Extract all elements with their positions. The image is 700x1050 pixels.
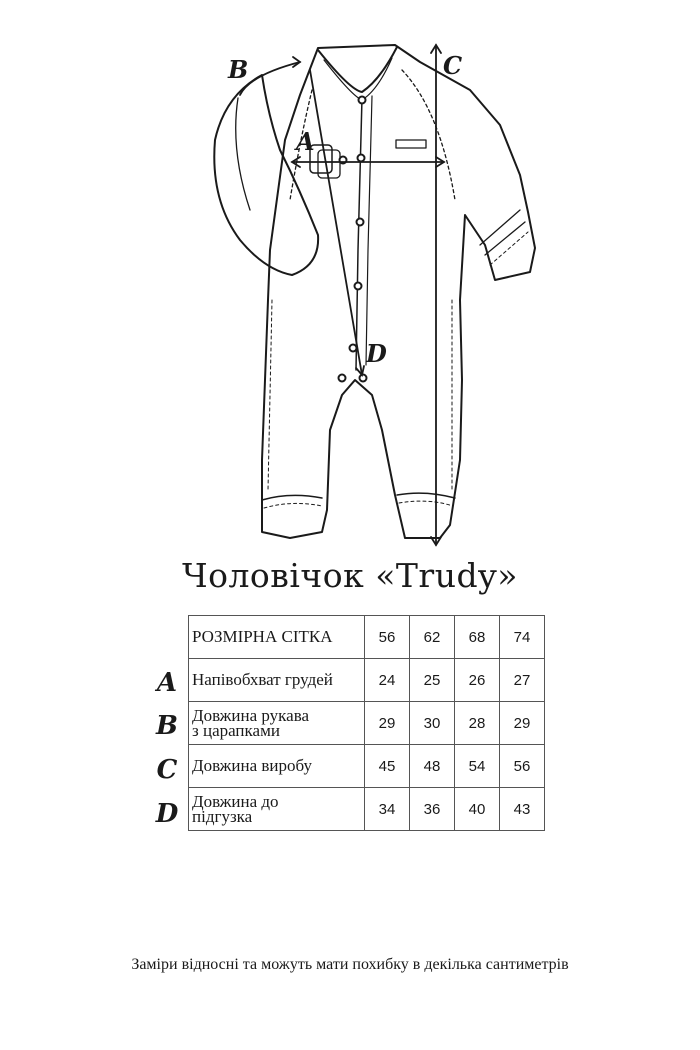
snap-button: [355, 283, 362, 290]
table-cell: 34: [365, 788, 410, 831]
footnote: Заміри відносні та можуть мати похибку в декілька сантиметрів: [131, 956, 569, 973]
snap-button: [360, 375, 367, 382]
table-cell: 29: [500, 702, 545, 745]
size-header-cell: 62: [410, 616, 455, 659]
row-letter-c: C: [156, 755, 178, 785]
table-cell: 45: [365, 745, 410, 788]
folded-sleeve: [214, 75, 318, 275]
table-cell: 43: [500, 788, 545, 831]
row-letter-a: A: [156, 668, 178, 698]
table-cell: 54: [455, 745, 500, 788]
size-chart-header: РОЗМІРНА СІТКА: [189, 616, 365, 659]
table-row: [189, 745, 545, 788]
measure-arrow-d: [310, 70, 362, 375]
row-label-line: Довжина до: [192, 792, 279, 811]
table-cell: 36: [410, 788, 455, 831]
table-cell: 48: [410, 745, 455, 788]
table-cell: 28: [455, 702, 500, 745]
marker-b: B: [228, 55, 249, 84]
marker-a: A: [296, 127, 315, 156]
row-label-line: Довжина рукава: [192, 706, 310, 725]
size-header-cell: 74: [500, 616, 545, 659]
row-label-line: Довжина виробу: [192, 756, 312, 775]
marker-d: D: [366, 339, 387, 368]
snap-button: [339, 375, 346, 382]
table-cell: 40: [455, 788, 500, 831]
table-cell: 27: [500, 659, 545, 702]
table-row: [189, 659, 545, 702]
table-cell: 56: [500, 745, 545, 788]
row-label-line: з царапками: [192, 721, 280, 740]
table-cell: 25: [410, 659, 455, 702]
size-header-cell: 56: [365, 616, 410, 659]
measure-arrow-b: [240, 62, 300, 95]
snap-button: [357, 219, 364, 226]
row-label: [189, 788, 365, 831]
size-header-cell: 68: [455, 616, 500, 659]
row-letter-b: B: [156, 711, 178, 741]
product-title: Чоловічок «Trudy»: [182, 556, 518, 595]
table-row: [189, 702, 545, 745]
table-header-row: [189, 616, 545, 659]
snap-button: [350, 345, 357, 352]
row-letter-d: D: [155, 799, 179, 829]
collar: [318, 47, 397, 92]
table-cell: 26: [455, 659, 500, 702]
row-label: [189, 659, 365, 702]
table-cell: 30: [410, 702, 455, 745]
row-label: [189, 745, 365, 788]
table-cell: 24: [365, 659, 410, 702]
table-row: [189, 788, 545, 831]
snap-button: [359, 97, 366, 104]
row-label-line: підгузка: [192, 807, 253, 826]
row-label: [189, 702, 365, 745]
row-label-line: Напівобхват грудей: [192, 670, 333, 689]
size-chart-table: [188, 615, 545, 831]
snap-button: [358, 155, 365, 162]
romper-outline: [262, 45, 535, 538]
marker-c: C: [443, 51, 463, 80]
table-cell: 29: [365, 702, 410, 745]
